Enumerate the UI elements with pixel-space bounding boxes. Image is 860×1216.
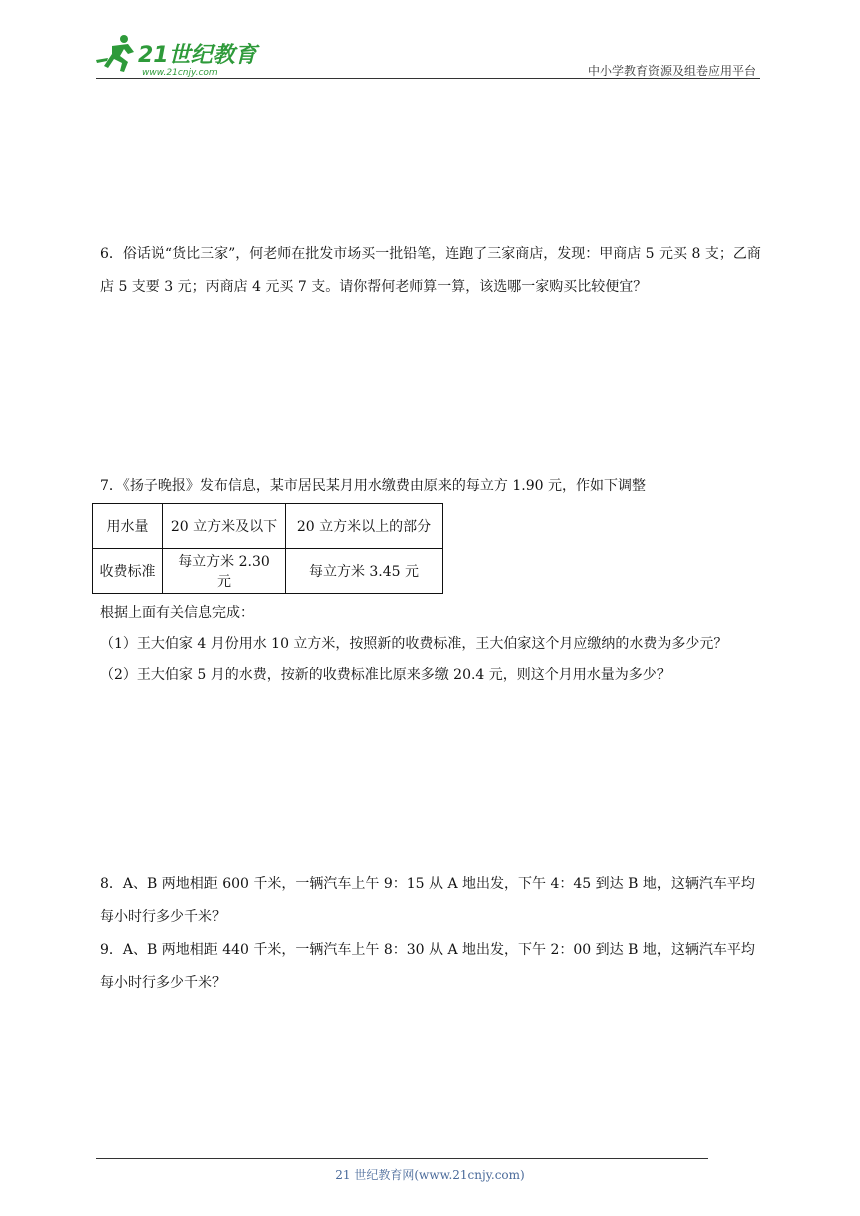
- question-7-part-2: （2）王大伯家 5 月的水费，按新的收费标准比原来多缴 20.4 元，则这个月用水量为多少？: [100, 667, 671, 683]
- table-row: [93, 504, 443, 549]
- logo-url: www.21cnjy.com: [142, 68, 218, 78]
- table-cell: 用水量: [93, 504, 163, 549]
- runner-icon: [96, 35, 134, 72]
- question-7-parts: [100, 598, 770, 691]
- table-cell: 每立方米 2.30 元: [163, 549, 286, 594]
- site-logo: [94, 32, 264, 80]
- table-cell: 收费标准: [93, 549, 163, 594]
- table-cell: 20 立方米以上的部分: [286, 504, 443, 549]
- question-7-intro: 根据上面有关信息完成：: [100, 605, 254, 621]
- question-9: 9．A、B 两地相距 440 千米，一辆汽车上午 8：30 从 A 地出发，下午 2：00 到达 B 地，这辆汽车平均每小时行多少千米？: [100, 942, 755, 991]
- question-8: 8．A、B 两地相距 600 千米，一辆汽车上午 9：15 从 A 地出发，下午 4：45 到达 B 地，这辆汽车平均每小时行多少千米？: [100, 876, 755, 925]
- table-cell: 每立方米 3.45 元: [286, 549, 443, 594]
- footer-text: 21 世纪教育网(www.21cnjy.com): [335, 1168, 525, 1182]
- table-row: [93, 549, 443, 594]
- question-7-part-1: （1）王大伯家 4 月份用水 10 立方米，按照新的收费标准，王大伯家这个月应缴纳的水费为多少元？: [100, 636, 728, 652]
- footer-divider: [96, 1158, 708, 1159]
- header-divider: [96, 78, 760, 79]
- water-fee-table: [92, 503, 443, 594]
- platform-name: 中小学教育资源及组卷应用平台: [587, 64, 756, 78]
- logo-text: 21世纪教育: [138, 43, 257, 68]
- table-cell: 20 立方米及以下: [163, 504, 286, 549]
- question-6: 6．俗话说“货比三家”，何老师在批发市场买一批铅笔，连跑了三家商店，发现：甲商店 5 元买 8 支；乙商店 5 支要 3 元；丙商店 4 元买 7 支。请你帮何老师算一算，该选哪一家购买比较便宜？: [100, 246, 761, 295]
- question-7: 7．《扬子晚报》发布信息，某市居民某月用水缴费由原来的每立方 1.90 元，作如下调整: [100, 478, 646, 494]
